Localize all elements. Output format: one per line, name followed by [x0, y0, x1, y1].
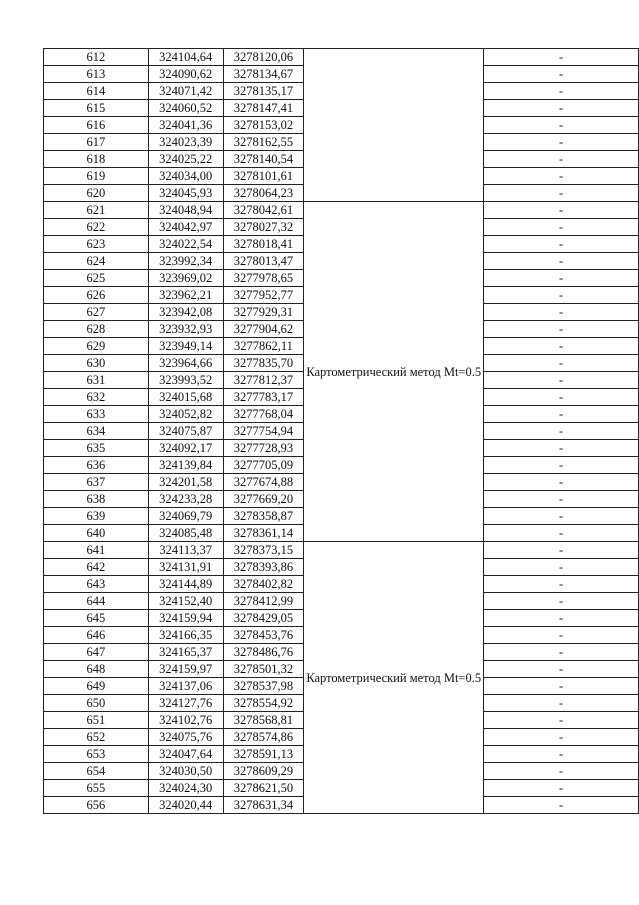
- value-cell: -: [484, 559, 639, 576]
- value-cell: -: [484, 678, 639, 695]
- x-coordinate-cell: 324034,00: [148, 168, 223, 185]
- value-cell: -: [484, 729, 639, 746]
- y-coordinate-cell: 3278568,81: [223, 712, 304, 729]
- y-coordinate-cell: 3277754,94: [223, 423, 304, 440]
- point-number-cell: 626: [44, 287, 149, 304]
- value-cell: -: [484, 134, 639, 151]
- y-coordinate-cell: 3278591,13: [223, 746, 304, 763]
- point-number-cell: 651: [44, 712, 149, 729]
- y-coordinate-cell: 3278101,61: [223, 168, 304, 185]
- y-coordinate-cell: 3278554,92: [223, 695, 304, 712]
- point-number-cell: 628: [44, 321, 149, 338]
- table-row: [44, 202, 639, 219]
- x-coordinate-cell: 324075,87: [148, 423, 223, 440]
- x-coordinate-cell: 324159,97: [148, 661, 223, 678]
- y-coordinate-cell: 3277862,11: [223, 338, 304, 355]
- y-coordinate-cell: 3277768,04: [223, 406, 304, 423]
- value-cell: -: [484, 168, 639, 185]
- point-number-cell: 632: [44, 389, 149, 406]
- x-coordinate-cell: 324060,52: [148, 100, 223, 117]
- x-coordinate-cell: 324024,30: [148, 780, 223, 797]
- y-coordinate-cell: 3278501,32: [223, 661, 304, 678]
- table-row: [44, 49, 639, 66]
- point-number-cell: 656: [44, 797, 149, 814]
- point-number-cell: 631: [44, 372, 149, 389]
- value-cell: -: [484, 117, 639, 134]
- y-coordinate-cell: 3278453,76: [223, 627, 304, 644]
- value-cell: -: [484, 66, 639, 83]
- y-coordinate-cell: 3278486,76: [223, 644, 304, 661]
- x-coordinate-cell: 324085,48: [148, 525, 223, 542]
- x-coordinate-cell: 324090,62: [148, 66, 223, 83]
- x-coordinate-cell: 324127,76: [148, 695, 223, 712]
- y-coordinate-cell: 3277904,62: [223, 321, 304, 338]
- x-coordinate-cell: 324022,54: [148, 236, 223, 253]
- point-number-cell: 653: [44, 746, 149, 763]
- value-cell: -: [484, 644, 639, 661]
- value-cell: -: [484, 304, 639, 321]
- x-coordinate-cell: 323949,14: [148, 338, 223, 355]
- x-coordinate-cell: 324075,76: [148, 729, 223, 746]
- x-coordinate-cell: 324137,06: [148, 678, 223, 695]
- point-number-cell: 620: [44, 185, 149, 202]
- point-number-cell: 645: [44, 610, 149, 627]
- value-cell: -: [484, 695, 639, 712]
- value-cell: -: [484, 763, 639, 780]
- value-cell: -: [484, 202, 639, 219]
- x-coordinate-cell: 324041,36: [148, 117, 223, 134]
- point-number-cell: 618: [44, 151, 149, 168]
- point-number-cell: 617: [44, 134, 149, 151]
- y-coordinate-cell: 3278358,87: [223, 508, 304, 525]
- x-coordinate-cell: 324045,93: [148, 185, 223, 202]
- x-coordinate-cell: 323942,08: [148, 304, 223, 321]
- value-cell: -: [484, 287, 639, 304]
- x-coordinate-cell: 324233,28: [148, 491, 223, 508]
- method-cell: Картометрический метод Mt=0.5: [304, 202, 484, 542]
- value-cell: -: [484, 219, 639, 236]
- coordinates-table-body: [44, 49, 639, 814]
- point-number-cell: 625: [44, 270, 149, 287]
- y-coordinate-cell: 3277728,93: [223, 440, 304, 457]
- y-coordinate-cell: 3278140,54: [223, 151, 304, 168]
- point-number-cell: 615: [44, 100, 149, 117]
- value-cell: -: [484, 253, 639, 270]
- coordinates-table: [43, 48, 639, 814]
- y-coordinate-cell: 3278631,34: [223, 797, 304, 814]
- y-coordinate-cell: 3277669,20: [223, 491, 304, 508]
- x-coordinate-cell: 324047,64: [148, 746, 223, 763]
- point-number-cell: 644: [44, 593, 149, 610]
- x-coordinate-cell: 324144,89: [148, 576, 223, 593]
- y-coordinate-cell: 3278361,14: [223, 525, 304, 542]
- x-coordinate-cell: 323932,93: [148, 321, 223, 338]
- x-coordinate-cell: 324166,35: [148, 627, 223, 644]
- x-coordinate-cell: 324069,79: [148, 508, 223, 525]
- value-cell: -: [484, 780, 639, 797]
- point-number-cell: 643: [44, 576, 149, 593]
- point-number-cell: 629: [44, 338, 149, 355]
- y-coordinate-cell: 3278064,23: [223, 185, 304, 202]
- y-coordinate-cell: 3277929,31: [223, 304, 304, 321]
- point-number-cell: 624: [44, 253, 149, 270]
- y-coordinate-cell: 3278574,86: [223, 729, 304, 746]
- y-coordinate-cell: 3278134,67: [223, 66, 304, 83]
- y-coordinate-cell: 3277783,17: [223, 389, 304, 406]
- x-coordinate-cell: 323962,21: [148, 287, 223, 304]
- value-cell: -: [484, 542, 639, 559]
- y-coordinate-cell: 3277978,65: [223, 270, 304, 287]
- value-cell: -: [484, 661, 639, 678]
- point-number-cell: 616: [44, 117, 149, 134]
- x-coordinate-cell: 323964,66: [148, 355, 223, 372]
- value-cell: -: [484, 593, 639, 610]
- point-number-cell: 654: [44, 763, 149, 780]
- value-cell: -: [484, 491, 639, 508]
- value-cell: -: [484, 355, 639, 372]
- value-cell: -: [484, 338, 639, 355]
- point-number-cell: 646: [44, 627, 149, 644]
- value-cell: -: [484, 627, 639, 644]
- y-coordinate-cell: 3278402,82: [223, 576, 304, 593]
- x-coordinate-cell: 324139,84: [148, 457, 223, 474]
- method-cell: [304, 49, 484, 202]
- x-coordinate-cell: 324201,58: [148, 474, 223, 491]
- point-number-cell: 634: [44, 423, 149, 440]
- x-coordinate-cell: 324042,97: [148, 219, 223, 236]
- x-coordinate-cell: 324102,76: [148, 712, 223, 729]
- y-coordinate-cell: 3277705,09: [223, 457, 304, 474]
- x-coordinate-cell: 323992,34: [148, 253, 223, 270]
- y-coordinate-cell: 3277952,77: [223, 287, 304, 304]
- y-coordinate-cell: 3278027,32: [223, 219, 304, 236]
- point-number-cell: 619: [44, 168, 149, 185]
- point-number-cell: 614: [44, 83, 149, 100]
- x-coordinate-cell: 324104,64: [148, 49, 223, 66]
- y-coordinate-cell: 3278412,99: [223, 593, 304, 610]
- point-number-cell: 622: [44, 219, 149, 236]
- y-coordinate-cell: 3278147,41: [223, 100, 304, 117]
- value-cell: -: [484, 576, 639, 593]
- y-coordinate-cell: 3277812,37: [223, 372, 304, 389]
- point-number-cell: 655: [44, 780, 149, 797]
- value-cell: -: [484, 185, 639, 202]
- table-row: [44, 542, 639, 559]
- y-coordinate-cell: 3278013,47: [223, 253, 304, 270]
- point-number-cell: 647: [44, 644, 149, 661]
- x-coordinate-cell: 324131,91: [148, 559, 223, 576]
- x-coordinate-cell: 324015,68: [148, 389, 223, 406]
- x-coordinate-cell: 324025,22: [148, 151, 223, 168]
- value-cell: -: [484, 236, 639, 253]
- point-number-cell: 623: [44, 236, 149, 253]
- y-coordinate-cell: 3278373,15: [223, 542, 304, 559]
- y-coordinate-cell: 3277674,88: [223, 474, 304, 491]
- value-cell: -: [484, 389, 639, 406]
- value-cell: -: [484, 372, 639, 389]
- point-number-cell: 638: [44, 491, 149, 508]
- point-number-cell: 635: [44, 440, 149, 457]
- x-coordinate-cell: 324052,82: [148, 406, 223, 423]
- x-coordinate-cell: 324023,39: [148, 134, 223, 151]
- x-coordinate-cell: 324159,94: [148, 610, 223, 627]
- value-cell: -: [484, 457, 639, 474]
- value-cell: -: [484, 610, 639, 627]
- x-coordinate-cell: 324071,42: [148, 83, 223, 100]
- x-coordinate-cell: 324048,94: [148, 202, 223, 219]
- point-number-cell: 648: [44, 661, 149, 678]
- value-cell: -: [484, 83, 639, 100]
- y-coordinate-cell: 3278609,29: [223, 763, 304, 780]
- point-number-cell: 652: [44, 729, 149, 746]
- value-cell: -: [484, 423, 639, 440]
- y-coordinate-cell: 3278120,06: [223, 49, 304, 66]
- point-number-cell: 612: [44, 49, 149, 66]
- point-number-cell: 637: [44, 474, 149, 491]
- point-number-cell: 613: [44, 66, 149, 83]
- y-coordinate-cell: 3278537,98: [223, 678, 304, 695]
- x-coordinate-cell: 323993,52: [148, 372, 223, 389]
- value-cell: -: [484, 406, 639, 423]
- point-number-cell: 639: [44, 508, 149, 525]
- value-cell: -: [484, 712, 639, 729]
- y-coordinate-cell: 3277835,70: [223, 355, 304, 372]
- value-cell: -: [484, 474, 639, 491]
- x-coordinate-cell: 324092,17: [148, 440, 223, 457]
- point-number-cell: 621: [44, 202, 149, 219]
- x-coordinate-cell: 324165,37: [148, 644, 223, 661]
- method-cell: Картометрический метод Mt=0.5: [304, 542, 484, 814]
- point-number-cell: 649: [44, 678, 149, 695]
- y-coordinate-cell: 3278042,61: [223, 202, 304, 219]
- x-coordinate-cell: 324152,40: [148, 593, 223, 610]
- point-number-cell: 633: [44, 406, 149, 423]
- value-cell: -: [484, 746, 639, 763]
- x-coordinate-cell: 323969,02: [148, 270, 223, 287]
- point-number-cell: 630: [44, 355, 149, 372]
- y-coordinate-cell: 3278621,50: [223, 780, 304, 797]
- value-cell: -: [484, 797, 639, 814]
- point-number-cell: 627: [44, 304, 149, 321]
- point-number-cell: 636: [44, 457, 149, 474]
- y-coordinate-cell: 3278162,55: [223, 134, 304, 151]
- value-cell: -: [484, 321, 639, 338]
- y-coordinate-cell: 3278135,17: [223, 83, 304, 100]
- x-coordinate-cell: 324030,50: [148, 763, 223, 780]
- value-cell: -: [484, 525, 639, 542]
- x-coordinate-cell: 324113,37: [148, 542, 223, 559]
- value-cell: -: [484, 100, 639, 117]
- point-number-cell: 642: [44, 559, 149, 576]
- value-cell: -: [484, 151, 639, 168]
- value-cell: -: [484, 440, 639, 457]
- x-coordinate-cell: 324020,44: [148, 797, 223, 814]
- point-number-cell: 640: [44, 525, 149, 542]
- y-coordinate-cell: 3278153,02: [223, 117, 304, 134]
- point-number-cell: 650: [44, 695, 149, 712]
- value-cell: -: [484, 508, 639, 525]
- point-number-cell: 641: [44, 542, 149, 559]
- y-coordinate-cell: 3278393,86: [223, 559, 304, 576]
- y-coordinate-cell: 3278429,05: [223, 610, 304, 627]
- value-cell: -: [484, 49, 639, 66]
- y-coordinate-cell: 3278018,41: [223, 236, 304, 253]
- value-cell: -: [484, 270, 639, 287]
